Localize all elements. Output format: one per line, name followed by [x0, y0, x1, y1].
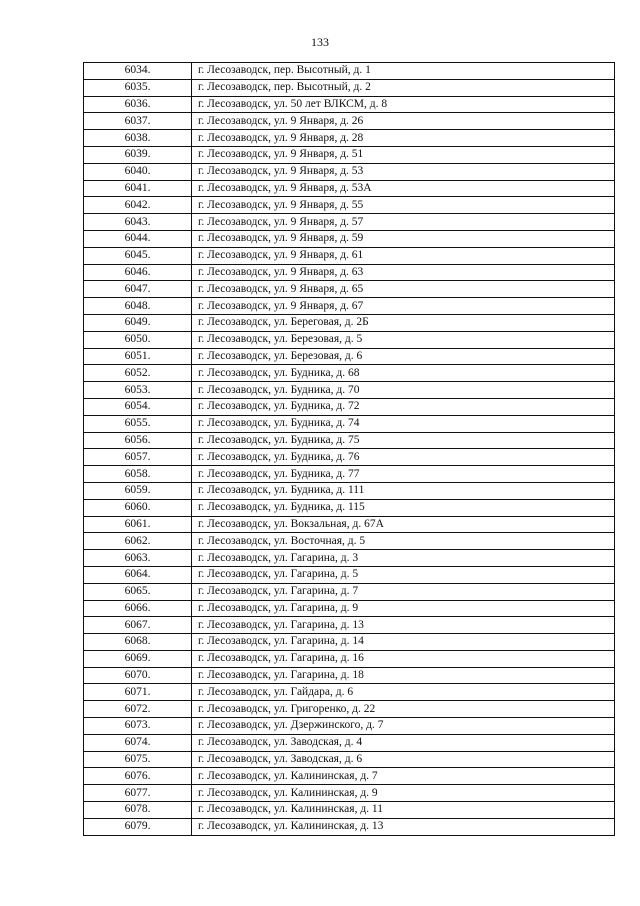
row-address: г. Лесозаводск, ул. Калининская, д. 13 [192, 818, 615, 835]
row-number: 6047. [84, 281, 192, 298]
row-number: 6054. [84, 398, 192, 415]
row-number: 6038. [84, 130, 192, 147]
row-address: г. Лесозаводск, ул. Гагарина, д. 3 [192, 550, 615, 567]
row-number: 6073. [84, 718, 192, 735]
row-address: г. Лесозаводск, ул. Заводская, д. 6 [192, 751, 615, 768]
table-row [84, 264, 615, 281]
table-row [84, 802, 615, 819]
row-address: г. Лесозаводск, ул. Будника, д. 76 [192, 449, 615, 466]
table-row [84, 650, 615, 667]
table-row [84, 146, 615, 163]
row-address: г. Лесозаводск, ул. Заводская, д. 4 [192, 734, 615, 751]
table-row [84, 466, 615, 483]
row-number: 6042. [84, 197, 192, 214]
table-row [84, 734, 615, 751]
row-number: 6048. [84, 298, 192, 315]
table-row [84, 79, 615, 96]
row-address: г. Лесозаводск, ул. Гагарина, д. 18 [192, 667, 615, 684]
row-address: г. Лесозаводск, ул. 9 Января, д. 26 [192, 113, 615, 130]
table-row [84, 482, 615, 499]
row-number: 6044. [84, 230, 192, 247]
table-row [84, 314, 615, 331]
table-row [84, 197, 615, 214]
row-number: 6058. [84, 466, 192, 483]
table-row [84, 566, 615, 583]
row-address: г. Лесозаводск, ул. Будника, д. 70 [192, 382, 615, 399]
row-number: 6037. [84, 113, 192, 130]
row-address: г. Лесозаводск, ул. Будника, д. 77 [192, 466, 615, 483]
table-row [84, 247, 615, 264]
row-number: 6076. [84, 768, 192, 785]
table-row [84, 432, 615, 449]
row-address: г. Лесозаводск, ул. Дзержинского, д. 7 [192, 718, 615, 735]
row-number: 6043. [84, 214, 192, 231]
row-address: г. Лесозаводск, ул. Будника, д. 115 [192, 499, 615, 516]
address-table [83, 62, 615, 836]
row-address: г. Лесозаводск, ул. 9 Января, д. 28 [192, 130, 615, 147]
row-address: г. Лесозаводск, ул. Вокзальная, д. 67А [192, 516, 615, 533]
row-number: 6039. [84, 146, 192, 163]
row-address: г. Лесозаводск, ул. 9 Января, д. 65 [192, 281, 615, 298]
row-number: 6056. [84, 432, 192, 449]
row-number: 6068. [84, 634, 192, 651]
row-number: 6075. [84, 751, 192, 768]
table-row [84, 63, 615, 80]
row-number: 6046. [84, 264, 192, 281]
row-address: г. Лесозаводск, ул. Гагарина, д. 5 [192, 566, 615, 583]
row-address: г. Лесозаводск, ул. Березовая, д. 5 [192, 331, 615, 348]
table-row [84, 499, 615, 516]
row-address: г. Лесозаводск, ул. 9 Января, д. 59 [192, 230, 615, 247]
row-number: 6065. [84, 583, 192, 600]
row-number: 6072. [84, 701, 192, 718]
row-number: 6077. [84, 785, 192, 802]
row-number: 6053. [84, 382, 192, 399]
table-row [84, 583, 615, 600]
row-address: г. Лесозаводск, ул. Гагарина, д. 14 [192, 634, 615, 651]
row-number: 6055. [84, 415, 192, 432]
table-row [84, 533, 615, 550]
row-address: г. Лесозаводск, ул. Гагарина, д. 13 [192, 617, 615, 634]
row-address: г. Лесозаводск, пер. Высотный, д. 2 [192, 79, 615, 96]
row-address: г. Лесозаводск, ул. 9 Января, д. 51 [192, 146, 615, 163]
row-number: 6051. [84, 348, 192, 365]
table-row [84, 718, 615, 735]
row-address: г. Лесозаводск, ул. Березовая, д. 6 [192, 348, 615, 365]
row-number: 6061. [84, 516, 192, 533]
table-row [84, 298, 615, 315]
row-address: г. Лесозаводск, ул. Гайдара, д. 6 [192, 684, 615, 701]
row-number: 6045. [84, 247, 192, 264]
table-row [84, 516, 615, 533]
table-row [84, 281, 615, 298]
table-row [84, 617, 615, 634]
row-address: г. Лесозаводск, ул. Береговая, д. 2Б [192, 314, 615, 331]
row-number: 6041. [84, 180, 192, 197]
table-row [84, 751, 615, 768]
table-row [84, 331, 615, 348]
table-row [84, 180, 615, 197]
row-address: г. Лесозаводск, ул. 9 Января, д. 57 [192, 214, 615, 231]
row-number: 6066. [84, 600, 192, 617]
row-address: г. Лесозаводск, ул. Будника, д. 111 [192, 482, 615, 499]
table-row [84, 398, 615, 415]
row-number: 6049. [84, 314, 192, 331]
row-address: г. Лесозаводск, ул. 50 лет ВЛКСМ, д. 8 [192, 96, 615, 113]
row-number: 6078. [84, 802, 192, 819]
table-row [84, 684, 615, 701]
table-row [84, 230, 615, 247]
row-address: г. Лесозаводск, ул. Григоренко, д. 22 [192, 701, 615, 718]
row-number: 6074. [84, 734, 192, 751]
table-row [84, 785, 615, 802]
row-number: 6036. [84, 96, 192, 113]
table-row [84, 214, 615, 231]
row-number: 6050. [84, 331, 192, 348]
row-number: 6052. [84, 365, 192, 382]
table-row [84, 96, 615, 113]
row-address: г. Лесозаводск, ул. Восточная, д. 5 [192, 533, 615, 550]
table-row [84, 348, 615, 365]
row-number: 6062. [84, 533, 192, 550]
row-number: 6057. [84, 449, 192, 466]
row-number: 6064. [84, 566, 192, 583]
row-address: г. Лесозаводск, ул. Гагарина, д. 7 [192, 583, 615, 600]
row-address: г. Лесозаводск, ул. 9 Января, д. 67 [192, 298, 615, 315]
table-row [84, 634, 615, 651]
address-table-body [84, 63, 615, 836]
row-address: г. Лесозаводск, ул. Будника, д. 75 [192, 432, 615, 449]
table-row [84, 768, 615, 785]
table-row [84, 415, 615, 432]
row-address: г. Лесозаводск, ул. Будника, д. 68 [192, 365, 615, 382]
row-address: г. Лесозаводск, ул. 9 Января, д. 55 [192, 197, 615, 214]
row-address: г. Лесозаводск, ул. Калининская, д. 7 [192, 768, 615, 785]
row-address: г. Лесозаводск, ул. 9 Января, д. 61 [192, 247, 615, 264]
table-row [84, 818, 615, 835]
row-address: г. Лесозаводск, ул. Калининская, д. 11 [192, 802, 615, 819]
row-number: 6059. [84, 482, 192, 499]
row-number: 6071. [84, 684, 192, 701]
table-row [84, 667, 615, 684]
row-number: 6063. [84, 550, 192, 567]
row-number: 6070. [84, 667, 192, 684]
row-address: г. Лесозаводск, ул. Будника, д. 74 [192, 415, 615, 432]
table-row [84, 701, 615, 718]
row-number: 6060. [84, 499, 192, 516]
table-row [84, 365, 615, 382]
row-number: 6040. [84, 163, 192, 180]
row-address: г. Лесозаводск, ул. Будника, д. 72 [192, 398, 615, 415]
row-address: г. Лесозаводск, ул. Калининская, д. 9 [192, 785, 615, 802]
table-row [84, 382, 615, 399]
row-number: 6069. [84, 650, 192, 667]
table-row [84, 449, 615, 466]
row-address: г. Лесозаводск, пер. Высотный, д. 1 [192, 63, 615, 80]
row-number: 6035. [84, 79, 192, 96]
table-row [84, 550, 615, 567]
row-address: г. Лесозаводск, ул. 9 Января, д. 53А [192, 180, 615, 197]
row-number: 6034. [84, 63, 192, 80]
row-address: г. Лесозаводск, ул. Гагарина, д. 9 [192, 600, 615, 617]
row-number: 6067. [84, 617, 192, 634]
row-address: г. Лесозаводск, ул. 9 Января, д. 63 [192, 264, 615, 281]
table-row [84, 130, 615, 147]
page-number: 133 [311, 35, 329, 49]
table-row [84, 163, 615, 180]
row-address: г. Лесозаводск, ул. Гагарина, д. 16 [192, 650, 615, 667]
row-address: г. Лесозаводск, ул. 9 Января, д. 53 [192, 163, 615, 180]
table-row [84, 600, 615, 617]
row-number: 6079. [84, 818, 192, 835]
table-row [84, 113, 615, 130]
